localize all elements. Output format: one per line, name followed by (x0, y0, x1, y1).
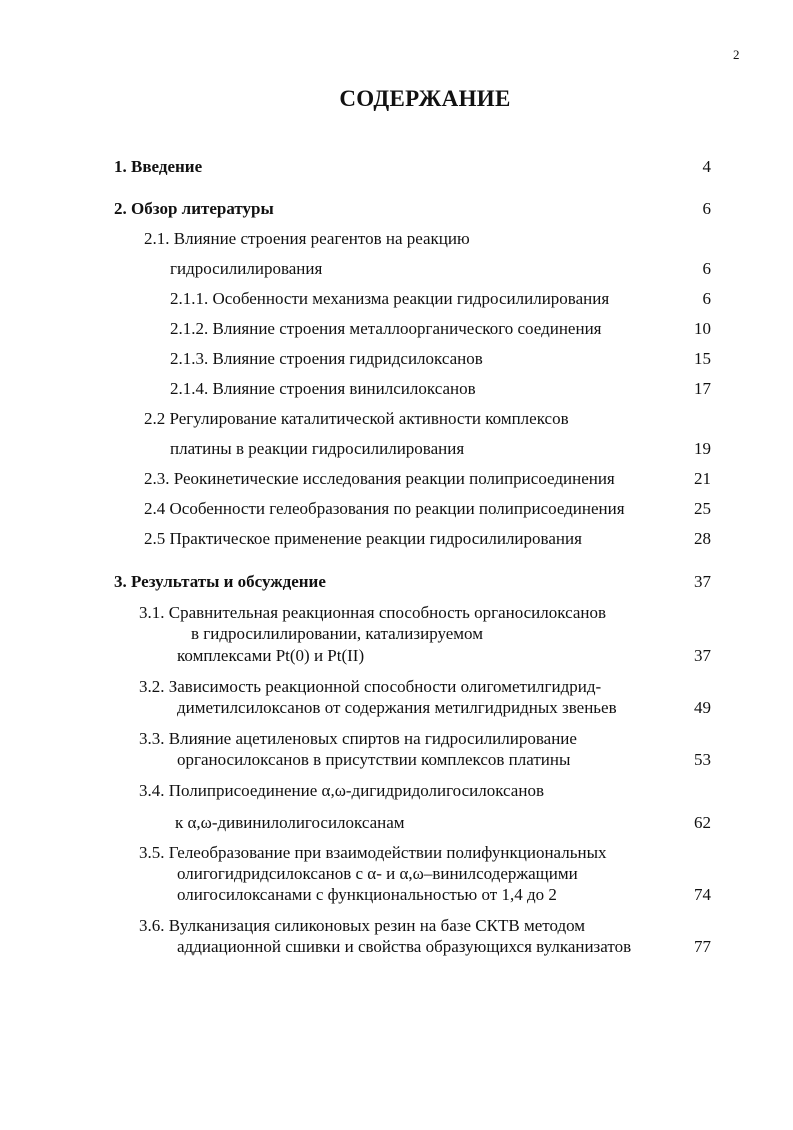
toc-s3-1-line1: 3.1. Сравнительная реакционная способность органосилоксанов (139, 603, 607, 622)
toc-s2-3-title: 2.3. Реокинетические исследования реакции полиприсоединения (144, 469, 615, 488)
toc-s3-5-line2: олигогидридсилоксанов с α- и α,ω–винилсодержащими (177, 864, 578, 883)
toc-s2-1-4-title: 2.1.4. Влияние строения винилсилоксанов (170, 379, 476, 398)
page-number: 2 (733, 47, 740, 62)
toc-s3-5-page: 74 (694, 885, 711, 904)
toc-s2-1-2-page: 10 (694, 319, 711, 338)
toc-s3-5-line3: олигосилоксанами с функциональностью от 1,4 до 2 (177, 885, 557, 904)
toc-s3-3-page: 53 (694, 750, 711, 769)
toc-s3-2-line2: диметилсилоксанов от содержания метилгидридных звеньев (177, 698, 617, 717)
toc-s2-1-line1: 2.1. Влияние строения реагентов на реакцию (144, 229, 470, 248)
toc-s3-3-line1: 3.3. Влияние ацетиленовых спиртов на гидросилилирование (139, 729, 577, 748)
toc-s2-3-page: 21 (694, 469, 711, 488)
toc-s2-1-1-page: 6 (702, 289, 711, 308)
toc-s2-1-1-title: 2.1.1. Особенности механизма реакции гидросилилирования (170, 289, 610, 308)
toc-s2-1-4-page: 17 (694, 379, 711, 398)
toc-s1-title: 1. Введение (114, 157, 203, 176)
toc-s2-1-2-title: 2.1.2. Влияние строения металлоорганического соединения (170, 319, 602, 338)
toc-s2-1-3-title: 2.1.3. Влияние строения гидридсилоксанов (170, 349, 483, 368)
toc-s2-2-line2: платины в реакции гидросилилирования (170, 439, 465, 458)
toc-s2-1-line2: гидросилилирования (170, 259, 323, 278)
toc-s3-title: 3. Результаты и обсуждение (114, 572, 326, 591)
toc-s3-4-line1: 3.4. Полиприсоединение α,ω-дигидридолигосилоксанов (139, 781, 544, 800)
toc-s3-4-page: 62 (694, 813, 711, 832)
toc-s3-page: 37 (694, 572, 711, 591)
toc-s2-4-page: 25 (694, 499, 711, 518)
toc-s3-1-line2: в гидросилилировании, катализируемом (191, 624, 483, 643)
toc-s3-6-page: 77 (694, 937, 711, 956)
toc-s1-page: 4 (702, 157, 711, 176)
toc-s3-6-line2: аддиационной сшивки и свойства образующихся вулканизатов (177, 937, 632, 956)
toc-s3-1-line3: комплексами Pt(0) и Pt(II) (177, 646, 365, 665)
toc-s2-1-3-page: 15 (694, 349, 711, 368)
toc-s3-4-line2: к α,ω-дивинилолигосилоксанам (175, 813, 405, 832)
toc-s3-6-line1: 3.6. Вулканизация силиконовых резин на базе СКТВ методом (139, 916, 586, 935)
toc-s2-title: 2. Обзор литературы (114, 199, 274, 218)
toc-s3-5-line1: 3.5. Гелеобразование при взаимодействии полифункциональных (139, 843, 607, 862)
toc-s3-3-line2: органосилоксанов в присутствии комплексов платины (177, 750, 571, 769)
toc-s2-1-page: 6 (702, 259, 711, 278)
toc-s3-2-line1: 3.2. Зависимость реакционной способности олигометилгидрид- (139, 677, 602, 696)
toc-s2-2-page: 19 (694, 439, 711, 458)
toc-s2-2-line1: 2.2 Регулирование каталитической активности комплексов (144, 409, 569, 428)
toc-s2-5-title: 2.5 Практическое применение реакции гидросилилирования (144, 529, 582, 548)
toc-s3-2-page: 49 (694, 698, 711, 717)
toc-s2-5-page: 28 (694, 529, 711, 548)
toc-s3-1-page: 37 (694, 646, 711, 665)
toc-s2-4-title: 2.4 Особенности гелеобразования по реакции полиприсоединения (144, 499, 625, 518)
page-title: СОДЕРЖАНИЕ (339, 86, 511, 111)
toc-s2-page: 6 (702, 199, 711, 218)
